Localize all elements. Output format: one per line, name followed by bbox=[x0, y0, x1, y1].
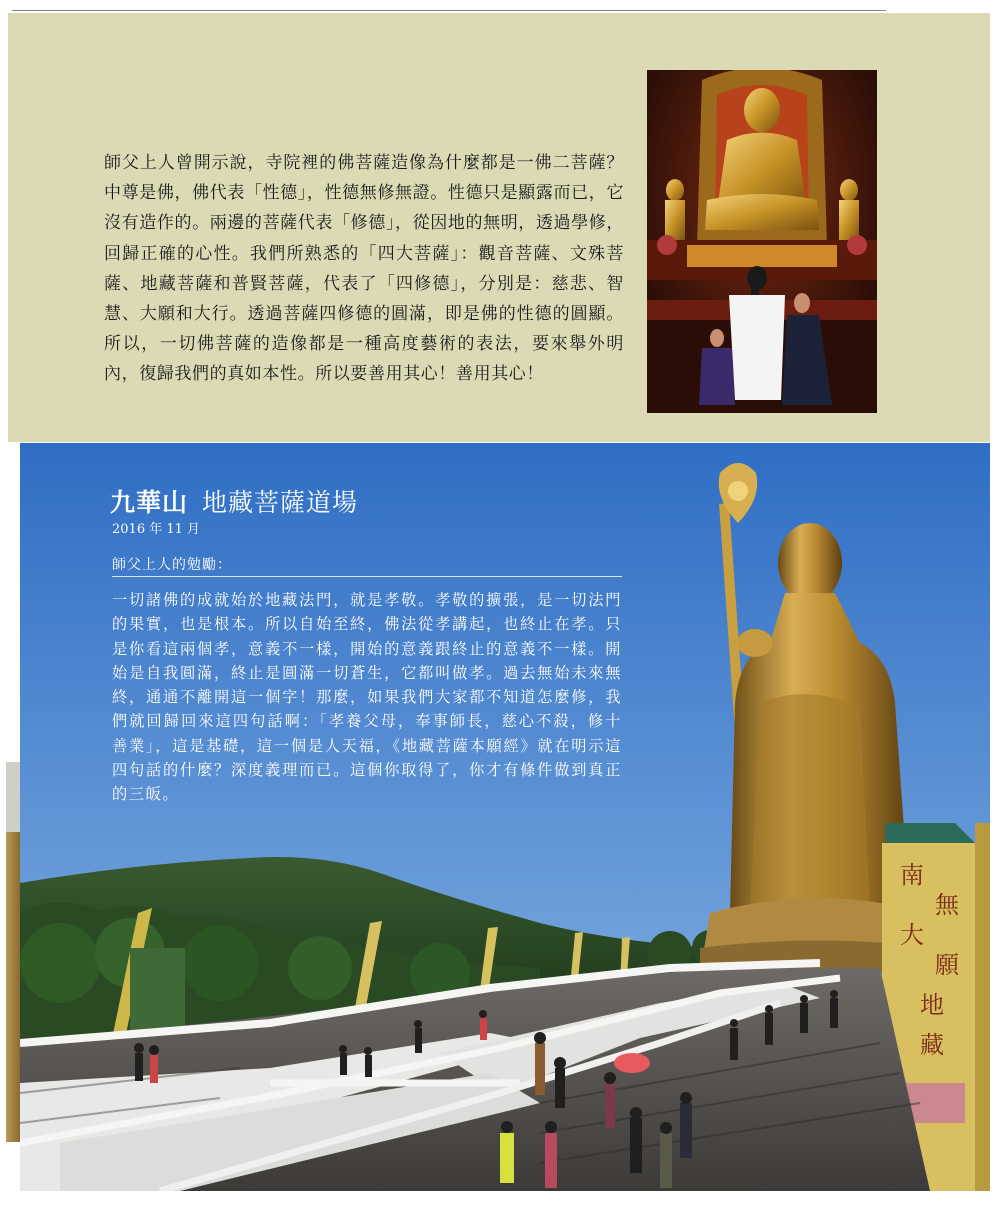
svg-text:藏: 藏 bbox=[920, 1031, 944, 1059]
jiuhua-mountain-photo bbox=[20, 443, 990, 1191]
date-line: 2016 年 11 月 bbox=[112, 522, 201, 537]
adjacent-page-edge-top bbox=[6, 762, 20, 832]
master-quote: 一切諸佛的成就始於地藏法門，就是孝敬。孝敬的擴張，是一切法門的果實，也是根本。所以自始至終，佛法從孝講起，也終止在孝。只是你看這兩個孝，意義不一樣，開始的意義跟終止的意義不一樣。開始是自我圓滿，終止是圓滿一切蒼生，它都叫做孝。過去無始未來無終，通通不離開這一個字！那麼，如果我們大家都不知道怎麼修，我們就回歸回來這四句話啊：「孝養父母，奉事師長，慈心不殺，修十善業」，這是基礎，這一個是人天福，《地藏菩薩本願經》就在明示這四句話的什麼？深度義理而已。這個你取得了，你才有條件做到真正的三皈。 bbox=[112, 591, 622, 804]
svg-text:願: 願 bbox=[935, 951, 959, 979]
svg-text:大: 大 bbox=[900, 921, 924, 949]
temple-buddha-photo bbox=[647, 70, 877, 413]
teaching-paragraph: 師父上人曾開示說，寺院裡的佛菩薩造像為什麼都是一佛二菩薩？中尊是佛，佛代表「性德」，性德無修無證。性德只是顯露而已，它沒有造作的。兩邊的菩薩代表「修德」，從因地的無明，透過學修，回歸正確的心性。我們所熟悉的「四大菩薩」：觀音菩薩、文殊菩薩、地藏菩薩和普賢菩薩，代表了「四修德」，分別是：慈悲、智慧、大願和大行。透過菩薩四修德的圓滿，即是佛的性德的圓顯。所以，一切佛菩薩的造像都是一種高度藝術的表法，要來舉外明內，復歸我們的真如本性。所以要善用其心！善用其心！ bbox=[104, 153, 624, 385]
section-title bbox=[110, 483, 358, 519]
title-mountain: 九華山 bbox=[110, 488, 189, 517]
svg-text:無: 無 bbox=[935, 891, 959, 919]
quote-heading: 師父上人的勉勵： bbox=[112, 557, 232, 573]
svg-text:地: 地 bbox=[920, 991, 944, 1019]
heading-divider bbox=[112, 576, 622, 577]
top-rule bbox=[12, 10, 886, 11]
svg-text:南: 南 bbox=[900, 861, 924, 889]
title-place: 地藏菩薩道場 bbox=[202, 488, 359, 517]
